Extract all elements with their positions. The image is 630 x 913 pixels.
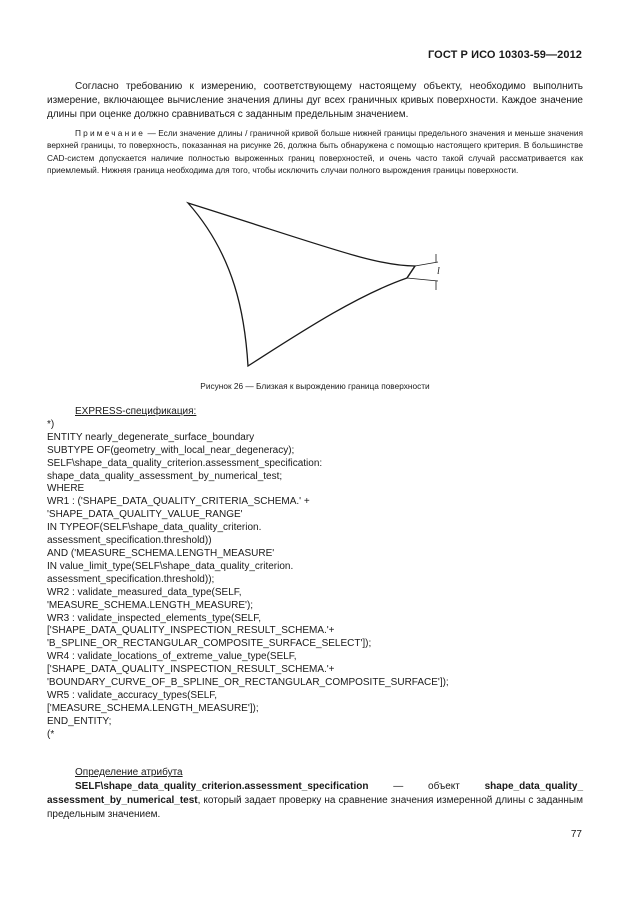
code-line: ['MEASURE_SCHEMA.LENGTH_MEASURE']);	[47, 702, 259, 714]
note-paragraph	[47, 127, 583, 176]
code-line: 'B_SPLINE_OR_RECTANGULAR_COMPOSITE_SURFACE_SELECT']);	[47, 638, 372, 650]
attribute-definition-title: Определение атрибута	[75, 767, 183, 778]
code-line: IN value_limit_type(SELF\shape_data_quality_criterion.	[47, 560, 294, 572]
figure-26	[175, 196, 455, 381]
code-line: ['SHAPE_DATA_QUALITY_INSPECTION_RESULT_SCHEMA.'+	[47, 625, 335, 637]
code-line: AND ('MEASURE_SCHEMA.LENGTH_MEASURE'	[47, 547, 275, 559]
definition-term: SELF\shape_data_quality_criterion.assessment_specification	[75, 781, 369, 792]
definition-ref: shape_data_quality_ assessment_by_numerical_test	[47, 781, 583, 806]
dimension-line-bottom	[407, 278, 438, 281]
note-text: — Если значение длины / граничной кривой больше нижней границы предельного значения и меньше значения верхней границы, то поверхность, показанная на рисунке 26, должна быть обнаружена с помощью настоящего критерия. В большинстве CAD-систем допускается наличие полностью выроженных границ поверхностей, и очень часто такой случай рассматривается как приемлемый. Нижняя граница необходима для того, чтобы исключить случаи полного вырождения границы поверхности.	[47, 128, 583, 175]
dimension-line-top	[415, 262, 438, 266]
code-line: END_ENTITY;	[47, 715, 112, 727]
code-line: assessment_specification.threshold));	[47, 573, 215, 585]
code-line: WR1 : ('SHAPE_DATA_QUALITY_CRITERIA_SCHEMA.' +	[47, 496, 310, 508]
degenerate-surface-drawing	[175, 196, 455, 376]
short-boundary-edge	[407, 266, 415, 278]
code-line: 'BOUNDARY_CURVE_OF_B_SPLINE_OR_RECTANGULAR_COMPOSITE_SURFACE']);	[47, 677, 449, 689]
code-line: assessment_specification.threshold))	[47, 535, 212, 547]
surface-boundary-outline	[188, 203, 415, 366]
definition-rest: , который задает проверку на сравнение значения измеренной длины с заданным предельным значением.	[47, 795, 583, 820]
code-line: WR3 : validate_inspected_elements_type(SELF,	[47, 612, 262, 624]
page-number: 77	[570, 829, 582, 840]
code-line: SELF\shape_data_quality_criterion.assessment_specification:	[47, 457, 323, 469]
code-line: WR2 : validate_measured_data_type(SELF,	[47, 586, 242, 598]
code-line: (*	[47, 728, 55, 740]
note-label: Примечание	[75, 128, 146, 138]
code-line: ENTITY nearly_degenerate_surface_boundary	[47, 431, 255, 443]
attribute-definition-body	[47, 780, 583, 822]
definition-mid: — объект	[368, 781, 485, 792]
figure-caption: Рисунок 26 — Близкая к вырождению граница поверхности	[200, 381, 430, 391]
code-line: SUBTYPE OF(geometry_with_local_near_degeneracy);	[47, 444, 295, 456]
code-line: ['SHAPE_DATA_QUALITY_INSPECTION_RESULT_SCHEMA.'+	[47, 664, 335, 676]
code-line: WR4 : validate_locations_of_extreme_value_type(SELF,	[47, 651, 297, 663]
express-title: EXPRESS-спецификация:	[75, 406, 197, 417]
code-line: IN TYPEOF(SELF\shape_data_quality_criterion.	[47, 522, 262, 534]
code-line: WHERE	[47, 483, 85, 495]
document-header: ГОСТ Р ИСО 10303-59—2012	[427, 49, 582, 61]
paragraph-requirement: Согласно требованию к измерению, соответствующему настоящему объекту, необходимо выполнить измерение, включающее вычисление значения длины дуг всех граничных кривых поверхности. Каждое значение длины при оценке должно сравниваться с заданным предельным значением.	[47, 81, 583, 120]
code-line: 'SHAPE_DATA_QUALITY_VALUE_RANGE'	[47, 509, 243, 521]
code-line: *)	[47, 418, 55, 430]
express-specification	[47, 406, 587, 742]
code-line: WR5 : validate_accuracy_types(SELF,	[47, 689, 218, 701]
code-line: shape_data_quality_assessment_by_numerical_test;	[47, 470, 283, 482]
dimension-label-l: l	[437, 266, 440, 277]
code-line: 'MEASURE_SCHEMA.LENGTH_MEASURE');	[47, 599, 254, 611]
